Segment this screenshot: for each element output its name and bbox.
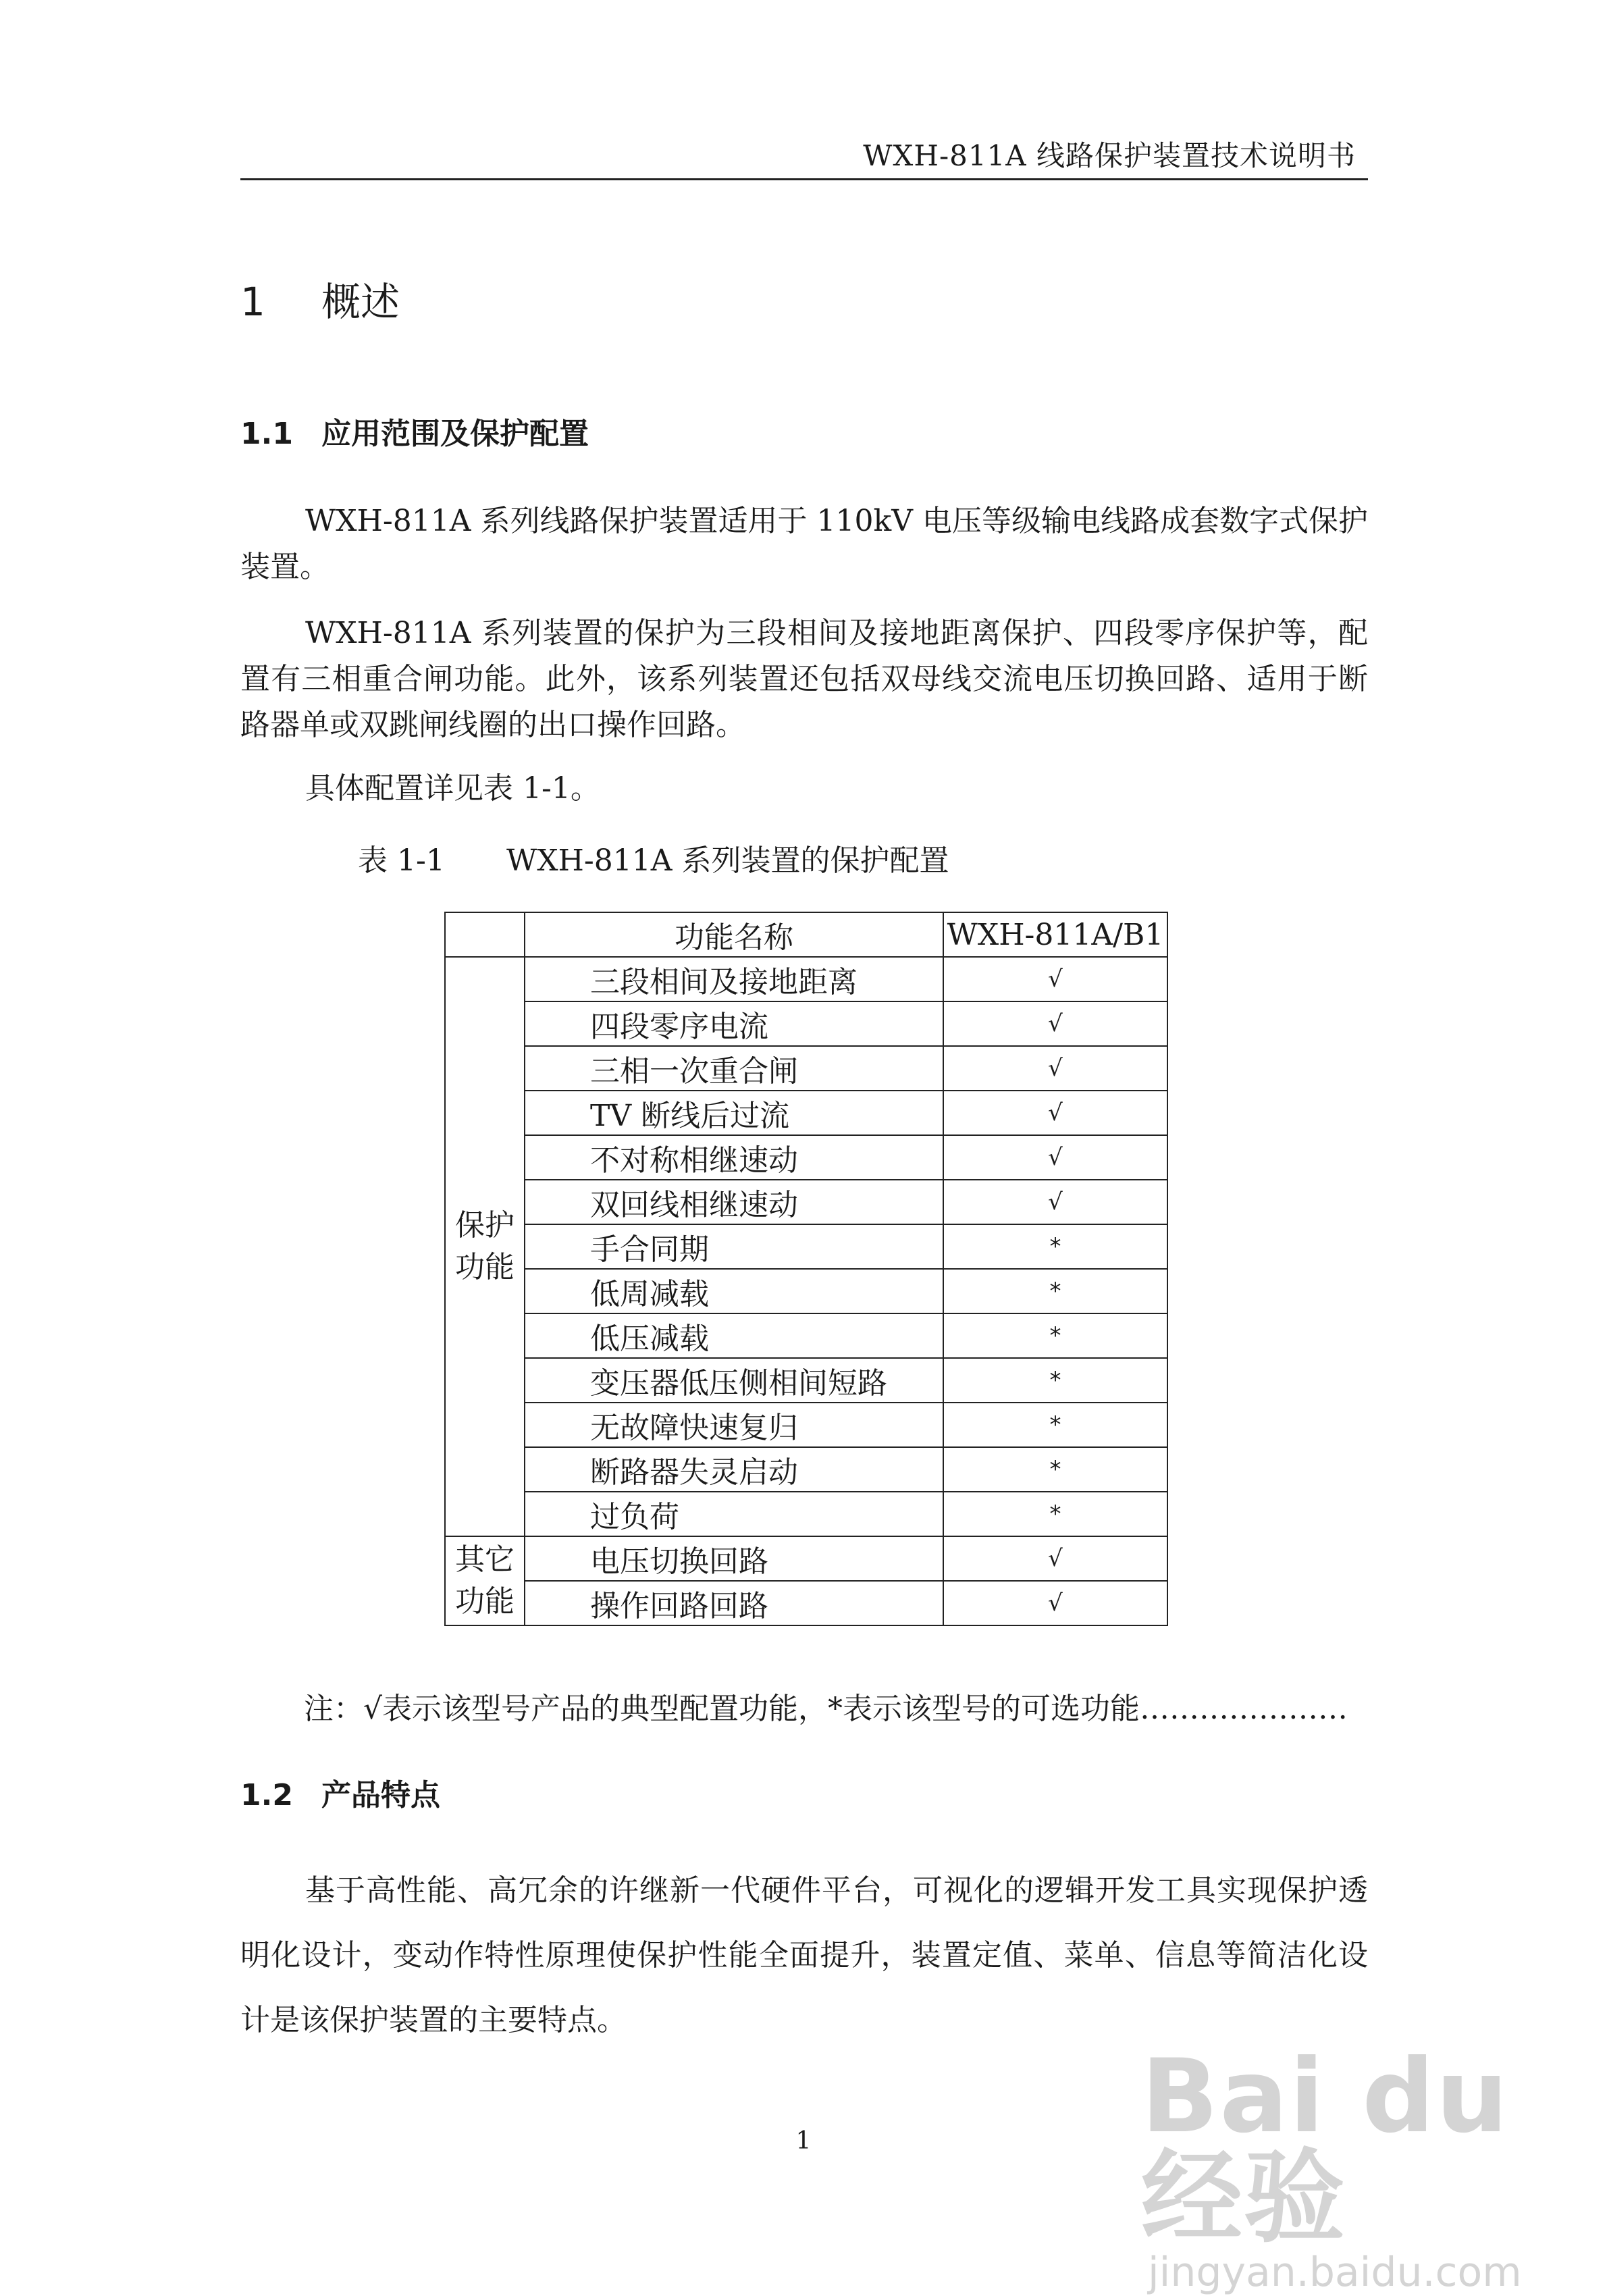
- config-mark: √: [943, 1091, 1167, 1135]
- section-title: 概述: [321, 279, 400, 325]
- baidu-watermark: [1141, 2038, 1607, 2296]
- section-title: 应用范围及保护配置: [321, 417, 589, 451]
- function-name: 低压减载: [525, 1313, 943, 1358]
- config-mark: √: [943, 1135, 1167, 1180]
- table-row: [445, 1581, 1167, 1625]
- header-cell-function: 功能名称: [525, 912, 943, 957]
- table-caption-title: WXH-811A 系列装置的保护配置: [506, 843, 949, 878]
- header-cell-model: WXH-811A/B1: [943, 912, 1167, 957]
- table-caption: [358, 836, 949, 879]
- function-name: 低周减载: [525, 1269, 943, 1313]
- table-row: [445, 1001, 1167, 1046]
- paragraph-config: WXH-811A 系列装置的保护为三段相间及接地距离保护、四段零序保护等，配置有三相重合闸功能。此外，该系列装置还包括双母线交流电压切换回路、适用于断路器单或双跳闸线圈的出口操作回路。: [240, 616, 1368, 742]
- page-number: 1: [795, 2127, 812, 2155]
- table-row: [445, 1536, 1167, 1581]
- function-name: 四段零序电流: [525, 1001, 943, 1046]
- function-name: 电压切换回路: [525, 1536, 943, 1581]
- table-row: [445, 1091, 1167, 1135]
- section-number: 1: [240, 279, 265, 325]
- config-mark: √: [943, 1001, 1167, 1046]
- config-mark: *: [943, 1358, 1167, 1403]
- table-caption-number: 表 1-1: [358, 843, 445, 878]
- section-title: 产品特点: [321, 1778, 440, 1812]
- function-name: 操作回路回路: [525, 1581, 943, 1625]
- paragraph-features: 基于高性能、高冗余的许继新一代硬件平台，可视化的逻辑开发工具实现保护透明化设计，变动作特性原理使保护性能全面提升，装置定值、菜单、信息等简洁化设计是该保护装置的主要特点。: [240, 1873, 1368, 2037]
- config-mark: *: [943, 1403, 1167, 1447]
- function-name: 三段相间及接地距离: [525, 957, 943, 1001]
- watermark-url: jingyan.baidu.com: [1148, 2249, 1522, 2296]
- section-number: 1.1: [240, 417, 293, 451]
- header-cell-category: [445, 912, 525, 957]
- paragraph-see-table: 具体配置详见表 1-1。: [305, 771, 600, 806]
- section-heading-1: [240, 270, 400, 327]
- table-row: [445, 1046, 1167, 1091]
- config-mark: *: [943, 1492, 1167, 1536]
- group-label-other: 其它 功能: [445, 1536, 525, 1625]
- config-mark: √: [943, 1536, 1167, 1581]
- table-row: [445, 1492, 1167, 1536]
- config-mark: √: [943, 1180, 1167, 1224]
- table-row: [445, 1269, 1167, 1313]
- function-name: 手合同期: [525, 1224, 943, 1269]
- function-name: 无故障快速复归: [525, 1403, 943, 1447]
- function-name: 三相一次重合闸: [525, 1046, 943, 1091]
- function-name: 断路器失灵启动: [525, 1447, 943, 1492]
- config-mark: *: [943, 1447, 1167, 1492]
- section-heading-1-2: [240, 1771, 440, 1814]
- running-header: WXH-811A 线路保护装置技术说明书: [863, 139, 1356, 172]
- protection-config-table: [444, 912, 1168, 1626]
- header-rule: [240, 178, 1368, 180]
- table-row: [445, 1135, 1167, 1180]
- section-number: 1.2: [240, 1778, 293, 1812]
- table-row: [445, 1447, 1167, 1492]
- config-mark: √: [943, 957, 1167, 1001]
- config-mark: *: [943, 1269, 1167, 1313]
- function-name: 不对称相继速动: [525, 1135, 943, 1180]
- watermark-logo: Bai du 经验: [1141, 2038, 1510, 2257]
- table-row: [445, 1180, 1167, 1224]
- section-heading-1-1: [240, 409, 589, 452]
- table-row: [445, 1358, 1167, 1403]
- paragraph-intro: WXH-811A 系列线路保护装置适用于 110kV 电压等级输电线路成套数字式保护装置。: [240, 504, 1368, 584]
- table-row: [445, 957, 1167, 1001]
- config-mark: *: [943, 1224, 1167, 1269]
- table-row: [445, 1403, 1167, 1447]
- config-mark: √: [943, 1046, 1167, 1091]
- table-row: [445, 1224, 1167, 1269]
- function-name: 变压器低压侧相间短路: [525, 1358, 943, 1403]
- table-header-row: [445, 912, 1167, 957]
- function-name: 双回线相继速动: [525, 1180, 943, 1224]
- group-label-protection: 保护 功能: [445, 957, 525, 1536]
- function-name: TV 断线后过流: [525, 1091, 943, 1135]
- config-mark: *: [943, 1313, 1167, 1358]
- table-row: [445, 1313, 1167, 1358]
- function-name: 过负荷: [525, 1492, 943, 1536]
- config-mark: √: [943, 1581, 1167, 1625]
- table-note: 注：√表示该型号产品的典型配置功能，*表示该型号的可选功能…………………: [304, 1692, 1348, 1726]
